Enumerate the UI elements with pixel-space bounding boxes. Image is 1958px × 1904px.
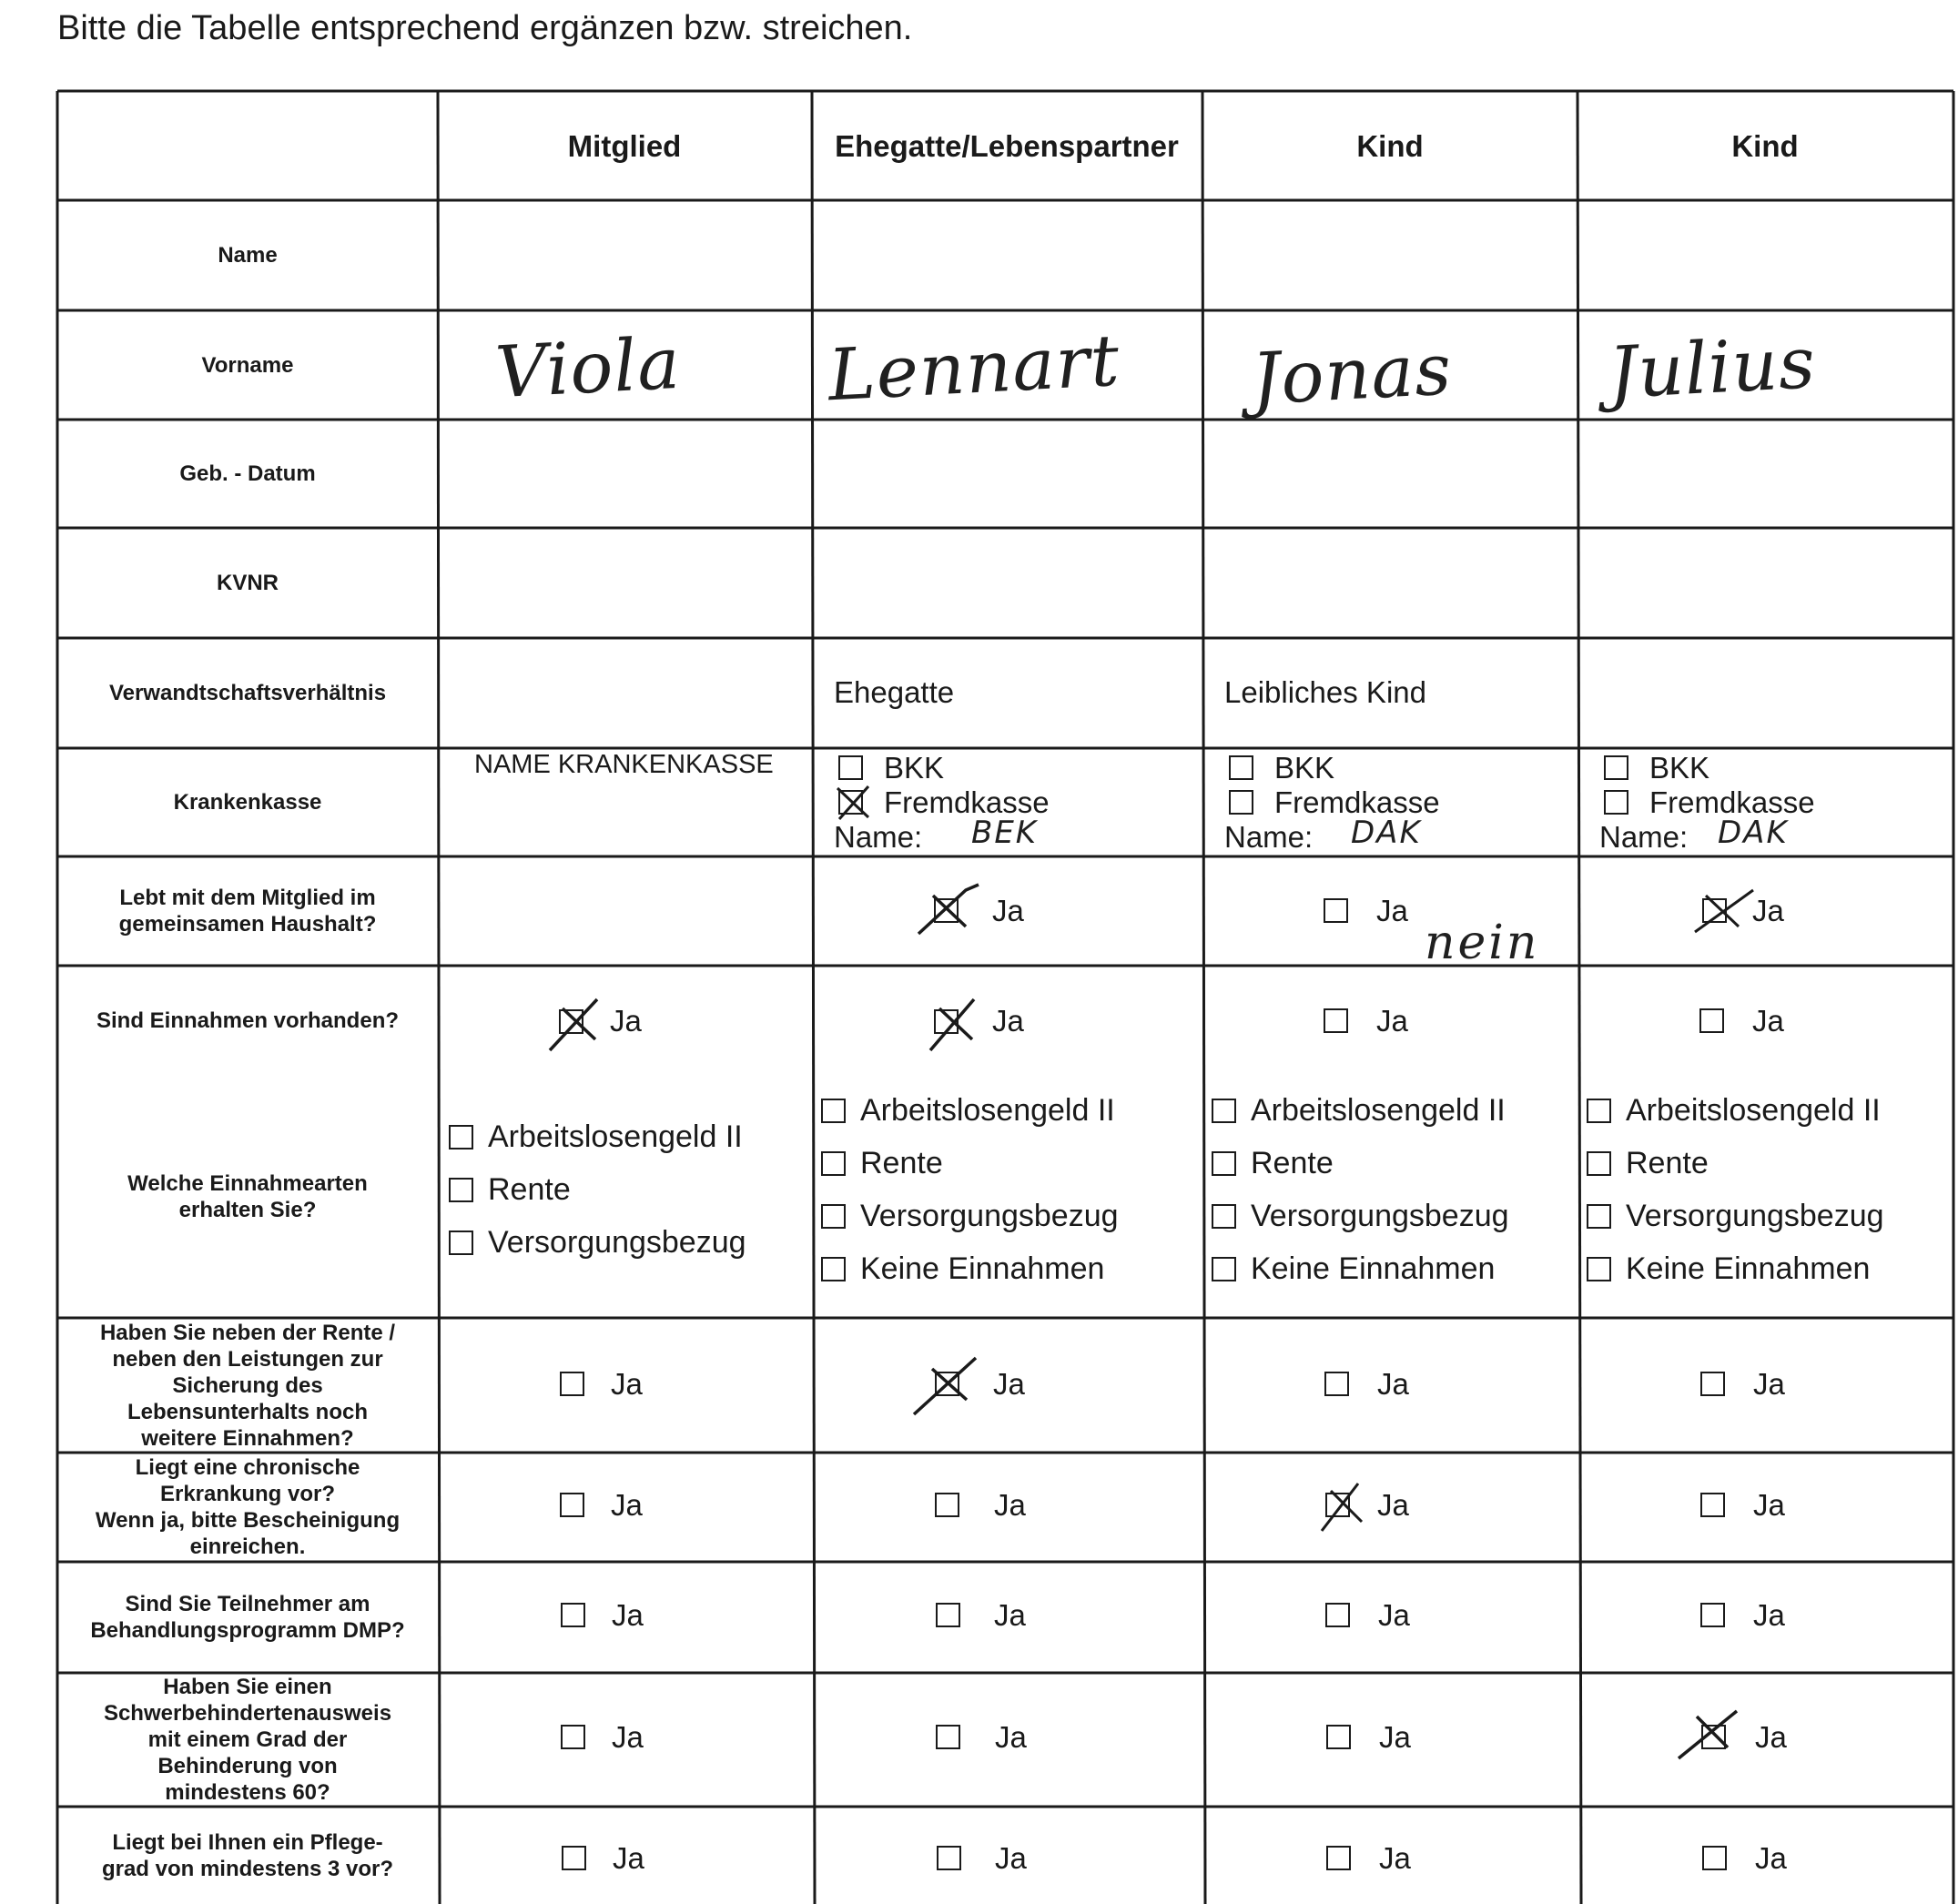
pflegegrad-ja-checkbox-kind-2[interactable] bbox=[1702, 1846, 1727, 1870]
alg2-checkbox[interactable] bbox=[449, 1125, 473, 1149]
einnahmeart-alg2-ehegatte[interactable] bbox=[821, 1092, 1115, 1129]
row-label-haushalt: Lebt mit dem Mitglied im gemeinsamen Haushalt? bbox=[118, 886, 377, 937]
keine-label: Keine Einnahmen bbox=[1251, 1251, 1496, 1286]
keine-label: Keine Einnahmen bbox=[860, 1251, 1105, 1286]
schwerbehindert-ja-label-mitglied: Ja bbox=[612, 1720, 644, 1754]
chronisch-ja-label-kind-1: Ja bbox=[1377, 1488, 1409, 1522]
rente-checkbox[interactable] bbox=[449, 1178, 473, 1202]
versorgung-label: Versorgungsbezug bbox=[860, 1199, 1119, 1233]
alg2-label: Arbeitslosengeld II bbox=[860, 1093, 1115, 1128]
row-label-krankenkasse: Krankenkasse bbox=[173, 790, 322, 815]
column-header-mitglied: Mitglied bbox=[567, 129, 682, 163]
row-label-weitere-einnahmen: Haben Sie neben der Rente / neben den Leistungen zur Sicherung des Lebensunterhalts noch weitere Einnahmen? bbox=[99, 1320, 396, 1451]
haushalt-ja-label-kind-1: Ja bbox=[1376, 894, 1408, 927]
versorgung-checkbox[interactable] bbox=[449, 1231, 473, 1255]
weitere-ja-label-mitglied: Ja bbox=[611, 1367, 643, 1401]
dmp-ja-checkbox-ehegatte[interactable] bbox=[936, 1603, 960, 1627]
haushalt-ja-label-ehegatte: Ja bbox=[992, 894, 1024, 927]
instruction-text: Bitte die Tabelle entsprechend ergänzen bzw. streichen. bbox=[57, 9, 913, 47]
schwerbehindert-ja-checkbox-ehegatte[interactable] bbox=[936, 1725, 960, 1749]
bkk-label-ehegatte: BKK bbox=[884, 751, 945, 785]
einnahmen-ja-label-kind-2: Ja bbox=[1752, 1004, 1784, 1038]
row-label-kvnr: KVNR bbox=[216, 571, 279, 595]
einnahmen-ja-label-kind-1: Ja bbox=[1376, 1004, 1408, 1038]
keine-checkbox[interactable] bbox=[821, 1257, 846, 1281]
cross-mark-schwerbehindert-kind-2 bbox=[1673, 1707, 1746, 1762]
schwerbehindert-ja-checkbox-mitglied[interactable] bbox=[561, 1725, 585, 1749]
einnahmeart-rente-mitglied[interactable] bbox=[449, 1171, 571, 1208]
einnahmeart-rente-kind-1[interactable] bbox=[1212, 1145, 1334, 1181]
versorgung-checkbox[interactable] bbox=[821, 1204, 846, 1229]
einnahmeart-versorgung-ehegatte[interactable] bbox=[821, 1198, 1119, 1234]
rente-label: Rente bbox=[860, 1146, 943, 1180]
einnahmeart-rente-kind-2[interactable] bbox=[1587, 1145, 1709, 1181]
vorname-mitglied[interactable]: Viola bbox=[493, 322, 683, 415]
einnahmen-ja-label-ehegatte: Ja bbox=[992, 1004, 1024, 1038]
weitere-ja-checkbox-mitglied[interactable] bbox=[560, 1372, 584, 1396]
alg2-checkbox[interactable] bbox=[1587, 1099, 1611, 1123]
einnahmeart-keine-ehegatte[interactable] bbox=[821, 1251, 1104, 1287]
dmp-ja-label-kind-2: Ja bbox=[1753, 1598, 1785, 1632]
fremdkasse-label-kind-2: Fremdkasse bbox=[1649, 785, 1815, 819]
chronisch-ja-checkbox-kind-2[interactable] bbox=[1700, 1493, 1725, 1517]
versorgung-label: Versorgungsbezug bbox=[1626, 1199, 1884, 1233]
bkk-checkbox-ehegatte[interactable] bbox=[838, 755, 863, 780]
dmp-ja-checkbox-kind-2[interactable] bbox=[1700, 1603, 1725, 1627]
kasse-name-label-kind-1: Name: bbox=[1224, 820, 1314, 854]
column-header-ehegatte: Ehegatte/Lebenspartner bbox=[835, 129, 1179, 163]
einnahmeart-alg2-kind-1[interactable] bbox=[1212, 1092, 1506, 1129]
einnahmeart-versorgung-kind-2[interactable] bbox=[1587, 1198, 1884, 1234]
pflegegrad-ja-label-mitglied: Ja bbox=[613, 1841, 644, 1875]
verwandtschaft-ehegatte: Ehegatte bbox=[834, 675, 955, 709]
dmp-ja-label-mitglied: Ja bbox=[612, 1598, 644, 1632]
chronisch-ja-label-kind-2: Ja bbox=[1753, 1488, 1785, 1522]
weitere-ja-label-ehegatte: Ja bbox=[993, 1367, 1025, 1401]
row-label-geburtsdatum: Geb. - Datum bbox=[179, 461, 316, 486]
alg2-checkbox[interactable] bbox=[821, 1099, 846, 1123]
row-label-chronisch: Liegt eine chronische Erkrankung vor? Wenn ja, bitte Bescheinigung einreichen. bbox=[95, 1455, 401, 1559]
column-header-kind-1: Kind bbox=[1356, 129, 1424, 163]
vorname-ehegatte[interactable]: Lennart bbox=[826, 319, 1122, 418]
row-label-dmp: Sind Sie Teilnehmer am Behandlungsprogramm DMP? bbox=[90, 1592, 405, 1643]
cross-mark-einnahmen-ehegatte bbox=[921, 994, 983, 1056]
haushalt-note-kind-1[interactable]: nein bbox=[1425, 916, 1540, 970]
pflegegrad-ja-label-ehegatte: Ja bbox=[995, 1841, 1027, 1875]
bkk-checkbox-kind-1[interactable] bbox=[1229, 755, 1253, 780]
rente-label: Rente bbox=[488, 1172, 571, 1207]
row-label-pflegegrad: Liegt bei Ihnen ein Pflege- grad von mindestens 3 vor? bbox=[101, 1829, 394, 1881]
dmp-ja-checkbox-mitglied[interactable] bbox=[561, 1603, 585, 1627]
kasse-name-kind-2[interactable]: DAK bbox=[1718, 815, 1789, 851]
fremdkasse-label-ehegatte: Fremdkasse bbox=[884, 785, 1050, 819]
haushalt-ja-checkbox-kind-1[interactable] bbox=[1324, 898, 1348, 923]
versorgung-checkbox[interactable] bbox=[1587, 1204, 1611, 1229]
chronisch-ja-label-ehegatte: Ja bbox=[994, 1488, 1026, 1522]
row-label-einnahmen: Sind Einnahmen vorhanden? bbox=[96, 1008, 400, 1033]
einnahmeart-keine-kind-2[interactable] bbox=[1587, 1251, 1870, 1287]
einnahmen-ja-checkbox-kind-2[interactable] bbox=[1699, 1008, 1724, 1033]
kasse-name-kind-1[interactable]: DAK bbox=[1351, 815, 1422, 851]
rente-checkbox[interactable] bbox=[1587, 1151, 1611, 1176]
keine-label: Keine Einnahmen bbox=[1626, 1251, 1871, 1286]
pflegegrad-ja-label-kind-2: Ja bbox=[1755, 1841, 1787, 1875]
chronisch-ja-label-mitglied: Ja bbox=[611, 1488, 643, 1522]
chronisch-ja-checkbox-ehegatte[interactable] bbox=[935, 1493, 959, 1517]
row-label-einnahmearten: Welche Einnahmearten erhalten Sie? bbox=[127, 1170, 368, 1222]
pflegegrad-ja-label-kind-1: Ja bbox=[1379, 1841, 1411, 1875]
cross-mark-haushalt-kind-2 bbox=[1684, 883, 1760, 939]
bkk-checkbox-kind-2[interactable] bbox=[1604, 755, 1628, 780]
versorgung-label: Versorgungsbezug bbox=[488, 1225, 746, 1260]
vorname-kind-1[interactable]: Jonas bbox=[1249, 329, 1455, 421]
alg2-checkbox[interactable] bbox=[1212, 1099, 1236, 1123]
kasse-name-label-ehegatte: Name: bbox=[834, 820, 923, 854]
row-label-vorname: Vorname bbox=[201, 352, 294, 378]
bkk-label-kind-1: BKK bbox=[1274, 751, 1335, 785]
versorgung-label: Versorgungsbezug bbox=[1251, 1199, 1509, 1233]
vorname-kind-2[interactable]: Julius bbox=[1606, 322, 1819, 415]
pflegegrad-ja-checkbox-mitglied[interactable] bbox=[562, 1846, 586, 1870]
kasse-name-ehegatte[interactable]: BEK bbox=[971, 815, 1039, 851]
haushalt-ja-label-kind-2: Ja bbox=[1752, 894, 1784, 927]
pflegegrad-ja-checkbox-kind-1[interactable] bbox=[1326, 1846, 1351, 1870]
pflegegrad-ja-checkbox-ehegatte[interactable] bbox=[937, 1846, 961, 1870]
row-label-schwerbehindert: Haben Sie einen Schwerbehindertenausweis mit einem Grad der Behinderung von mindestens 60? bbox=[103, 1675, 392, 1805]
rente-label: Rente bbox=[1626, 1146, 1709, 1180]
schwerbehindert-ja-label-ehegatte: Ja bbox=[995, 1720, 1027, 1754]
einnahmeart-alg2-mitglied[interactable] bbox=[449, 1119, 743, 1155]
cross-mark-einnahmen-mitglied bbox=[544, 994, 606, 1056]
versorgung-checkbox[interactable] bbox=[1212, 1204, 1236, 1229]
einnahmeart-versorgung-mitglied[interactable] bbox=[449, 1224, 746, 1261]
kasse-name-label-kind-2: Name: bbox=[1599, 820, 1689, 854]
rente-checkbox[interactable] bbox=[1212, 1151, 1236, 1176]
fremdkasse-checkbox-kind-1[interactable] bbox=[1229, 790, 1253, 815]
cross-mark-weitere-ehegatte bbox=[910, 1352, 987, 1418]
schwerbehindert-ja-label-kind-2: Ja bbox=[1755, 1720, 1787, 1754]
schwerbehindert-ja-label-kind-1: Ja bbox=[1379, 1720, 1411, 1754]
row-label-name: Name bbox=[218, 243, 278, 268]
weitere-ja-label-kind-1: Ja bbox=[1377, 1367, 1409, 1401]
einnahmeart-keine-kind-1[interactable] bbox=[1212, 1251, 1495, 1287]
dmp-ja-label-ehegatte: Ja bbox=[994, 1598, 1026, 1632]
bkk-label-kind-2: BKK bbox=[1649, 751, 1710, 785]
cross-mark-haushalt-ehegatte bbox=[913, 883, 986, 939]
weitere-ja-checkbox-kind-1[interactable] bbox=[1324, 1372, 1349, 1396]
rente-label: Rente bbox=[1251, 1146, 1334, 1180]
name-krankenkasse-label: NAME KRANKENKASSE bbox=[474, 750, 774, 779]
rente-checkbox[interactable] bbox=[821, 1151, 846, 1176]
schwerbehindert-ja-checkbox-kind-1[interactable] bbox=[1326, 1725, 1351, 1749]
fremdkasse-checkbox-kind-2[interactable] bbox=[1604, 790, 1628, 815]
cross-mark-chronisch-kind-1 bbox=[1314, 1480, 1373, 1536]
fremdkasse-label-kind-1: Fremdkasse bbox=[1274, 785, 1440, 819]
cross-mark-fremdkasse-ehegatte bbox=[832, 783, 874, 823]
weitere-ja-label-kind-2: Ja bbox=[1753, 1367, 1785, 1401]
einnahmeart-versorgung-kind-1[interactable] bbox=[1212, 1198, 1509, 1234]
alg2-label: Arbeitslosengeld II bbox=[1251, 1093, 1506, 1128]
dmp-ja-checkbox-kind-1[interactable] bbox=[1325, 1603, 1350, 1627]
dmp-ja-label-kind-1: Ja bbox=[1378, 1598, 1410, 1632]
row-label-verwandtschaft: Verwandtschaftsverhältnis bbox=[108, 681, 387, 705]
verwandtschaft-kind-1: Leibliches Kind bbox=[1224, 675, 1426, 709]
weitere-ja-checkbox-kind-2[interactable] bbox=[1700, 1372, 1725, 1396]
alg2-label: Arbeitslosengeld II bbox=[488, 1119, 743, 1154]
alg2-label: Arbeitslosengeld II bbox=[1626, 1093, 1881, 1128]
column-header-kind-2: Kind bbox=[1731, 129, 1799, 163]
chronisch-ja-checkbox-mitglied[interactable] bbox=[560, 1493, 584, 1517]
keine-checkbox[interactable] bbox=[1212, 1257, 1236, 1281]
einnahmen-ja-label-mitglied: Ja bbox=[610, 1004, 642, 1038]
einnahmeart-alg2-kind-2[interactable] bbox=[1587, 1092, 1881, 1129]
einnahmen-ja-checkbox-kind-1[interactable] bbox=[1324, 1008, 1348, 1033]
einnahmeart-rente-ehegatte[interactable] bbox=[821, 1145, 943, 1181]
keine-checkbox[interactable] bbox=[1587, 1257, 1611, 1281]
